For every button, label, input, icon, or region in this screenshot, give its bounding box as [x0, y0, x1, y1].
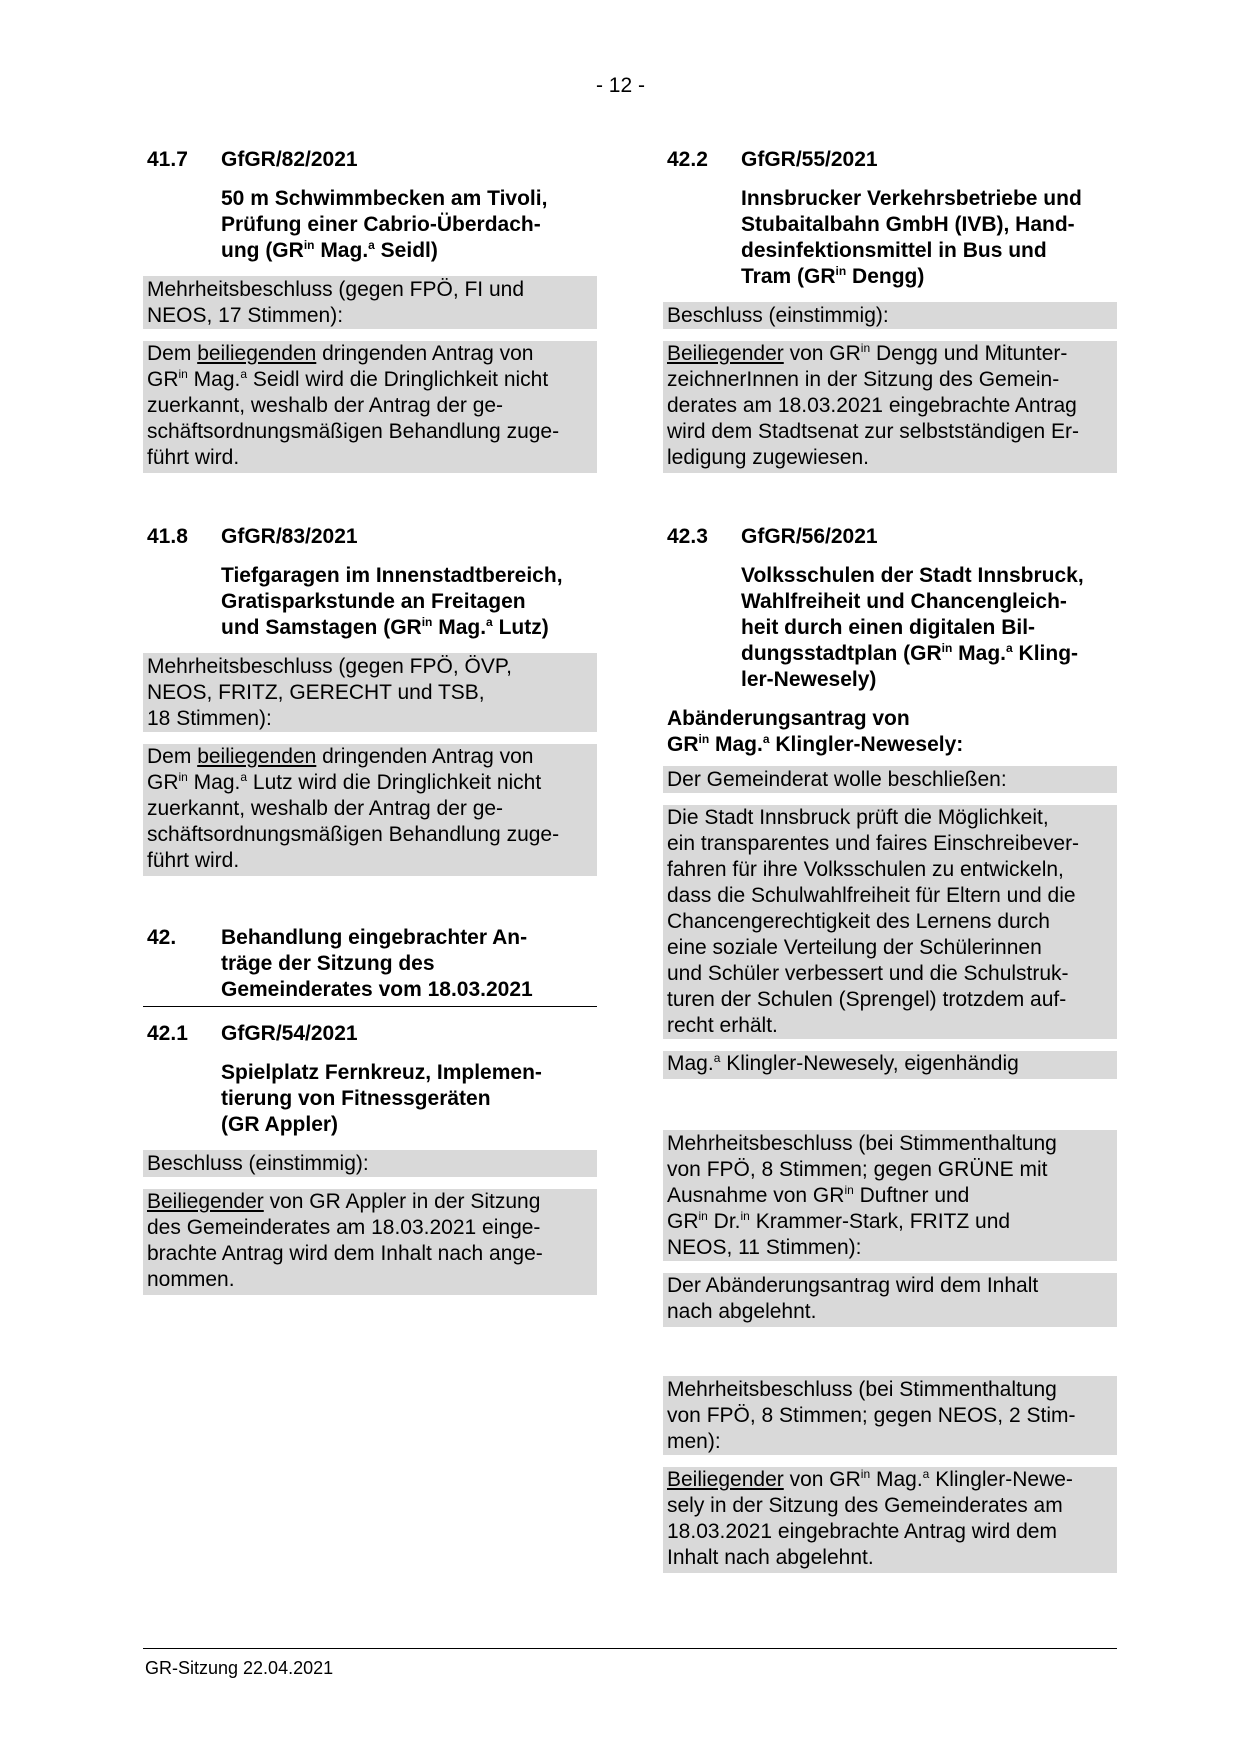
page-number: - 12 - [595, 74, 645, 97]
section-code: GfGR/55/2021 [741, 148, 878, 171]
decision-box-amendment: Mehrheitsbeschluss (bei Stimmenthaltung von FPÖ, 8 Stimmen; gegen GRÜNE mit Ausnahme von $GR^{in}$ Duftner und $GR^{in}$ Dr.$^{in}$ Krammer-Stark, FRITZ und NEOS, 11 Stimmen): Der Abänderungsantrag wird dem Inhalt nach abgelehnt. [663, 1130, 1117, 1327]
section-number-42: 42. [147, 926, 177, 949]
section-title-42-1: Spielplatz Fernkreuz, Implemen- tierung von Fitnessgeräten (GR Appler) [221, 1061, 542, 1136]
amendment-box: Der Gemeinderat wolle beschließen: Die Stadt Innsbruck prüft die Möglichkeit, ein transparentes und faires Einschreibever- fahren für ihre Volksschulen zu entwickeln, dass die Schulwahlfreiheit für Eltern und die Chancengerechtigkeit des Lernens durch eine soziale Verteilung der Schülerinnen und Schüler verbessert und die Schulstruk- turen der Schulen (Sprengel) trotzdem auf- recht erhält. Mag.$^a$ Klingler-Newesely, eigenhändig [663, 766, 1117, 1079]
section-heading-41-7 [147, 147, 597, 173]
section-title-42-3: Volksschulen der Stadt Innsbruck, Wahlfreiheit und Chancengleich- heit durch einen digitalen Bil- dungsstadtplan ($GR^{in}$ Mag.$^a$ Kling- ler-Newesely) [741, 564, 1084, 691]
decision-box-42-3: Mehrheitsbeschluss (bei Stimmenthaltung von FPÖ, 8 Stimmen; gegen NEOS, 2 Stim- men): Beiliegender von $GR^{in}$ Mag.$^a$ Klingler-Newe- sely in der Sitzung des Gemeinderates am 18.03.2021 eingebrachte Antrag wird dem Inhalt nach abgelehnt. [663, 1376, 1117, 1573]
decision-box-41-8: Mehrheitsbeschluss (gegen FPÖ, ÖVP, NEOS, FRITZ, GERECHT und TSB, 18 Stimmen): Dem beiliegenden dringenden Antrag von $GR^{in}$ Mag.$^a$ Lutz wird die Dringlichkeit nicht zuerkannt, weshalb der Antrag der ge- schäftsordnungsmäßigen Behandlung zuge- führt wird. [143, 653, 597, 876]
attachment-link[interactable]: Beiliegender [667, 342, 784, 365]
decision-box-41-7: Mehrheitsbeschluss (gegen FPÖ, FI und NEOS, 17 Stimmen): Dem beiliegenden dringenden Antrag von $GR^{in}$ Mag.$^a$ Seidl wird die Dringlichkeit nicht zuerkannt, weshalb der Antrag der ge- schäftsordnungsmäßigen Behandlung zuge- führt wird. [143, 276, 597, 473]
section-code: GfGR/82/2021 [221, 148, 358, 171]
section-heading-42-1 [147, 1021, 597, 1047]
footer-rule [143, 1648, 1117, 1649]
section-divider [143, 1006, 597, 1007]
section-number: 42.1 [147, 1022, 188, 1045]
attachment-link[interactable]: Beiliegender [667, 1468, 784, 1491]
decision-box-42-2: Beschluss (einstimmig): Beiliegender von $GR^{in}$ Dengg und Mitunter- zeichnerInnen in der Sitzung des Gemein- derates am 18.03.2021 eingebrachte Antrag wird dem Stadtsenat zur selbstständigen Er- ledigung zugewiesen. [663, 302, 1117, 473]
section-number: 41.7 [147, 148, 188, 171]
section-title-41-8: Tiefgaragen im Innenstadtbereich, Gratisparkstunde an Freitagen und Samstagen ($GR^{in}$ Mag.$^a$ Lutz) [221, 564, 563, 639]
section-heading-41-8 [147, 524, 597, 550]
section-heading-42-2 [667, 147, 1117, 173]
attachment-link[interactable]: beiliegenden [197, 745, 317, 768]
section-title-42-2: Innsbrucker Verkehrsbetriebe und Stubaitalbahn GmbH (IVB), Hand- desinfektionsmittel in Bus und Tram ($GR^{in}$ Dengg) [741, 187, 1082, 288]
section-code: GfGR/54/2021 [221, 1022, 358, 1045]
attachment-link[interactable]: Beiliegender [147, 1190, 264, 1213]
section-number: 42.3 [667, 525, 708, 548]
section-code: GfGR/56/2021 [741, 525, 878, 548]
section-number: 42.2 [667, 148, 708, 171]
section-heading-42-3 [667, 524, 1117, 550]
section-number: 41.8 [147, 525, 188, 548]
section-code: GfGR/83/2021 [221, 525, 358, 548]
section-title-42: Behandlung eingebrachter An- träge der Sitzung des Gemeinderates vom 18.03.2021 [221, 926, 533, 1001]
amendment-heading: Abänderungsantrag von $GR^{in}$ Mag.$^a$ Klingler-Newesely: [667, 707, 964, 756]
section-title-41-7: 50 m Schwimmbecken am Tivoli, Prüfung einer Cabrio-Überdach- ung ($GR^{in}$ Mag.$^a$ Seidl) [221, 187, 548, 262]
attachment-link[interactable]: beiliegenden [197, 342, 317, 365]
footer-text: GR-Sitzung 22.04.2021 [145, 1658, 334, 1678]
decision-box-42-1: Beschluss (einstimmig): Beiliegender von GR Appler in der Sitzung des Gemeinderates am 18.03.2021 einge- brachte Antrag wird dem Inhalt nach ange- nommen. [143, 1150, 597, 1295]
